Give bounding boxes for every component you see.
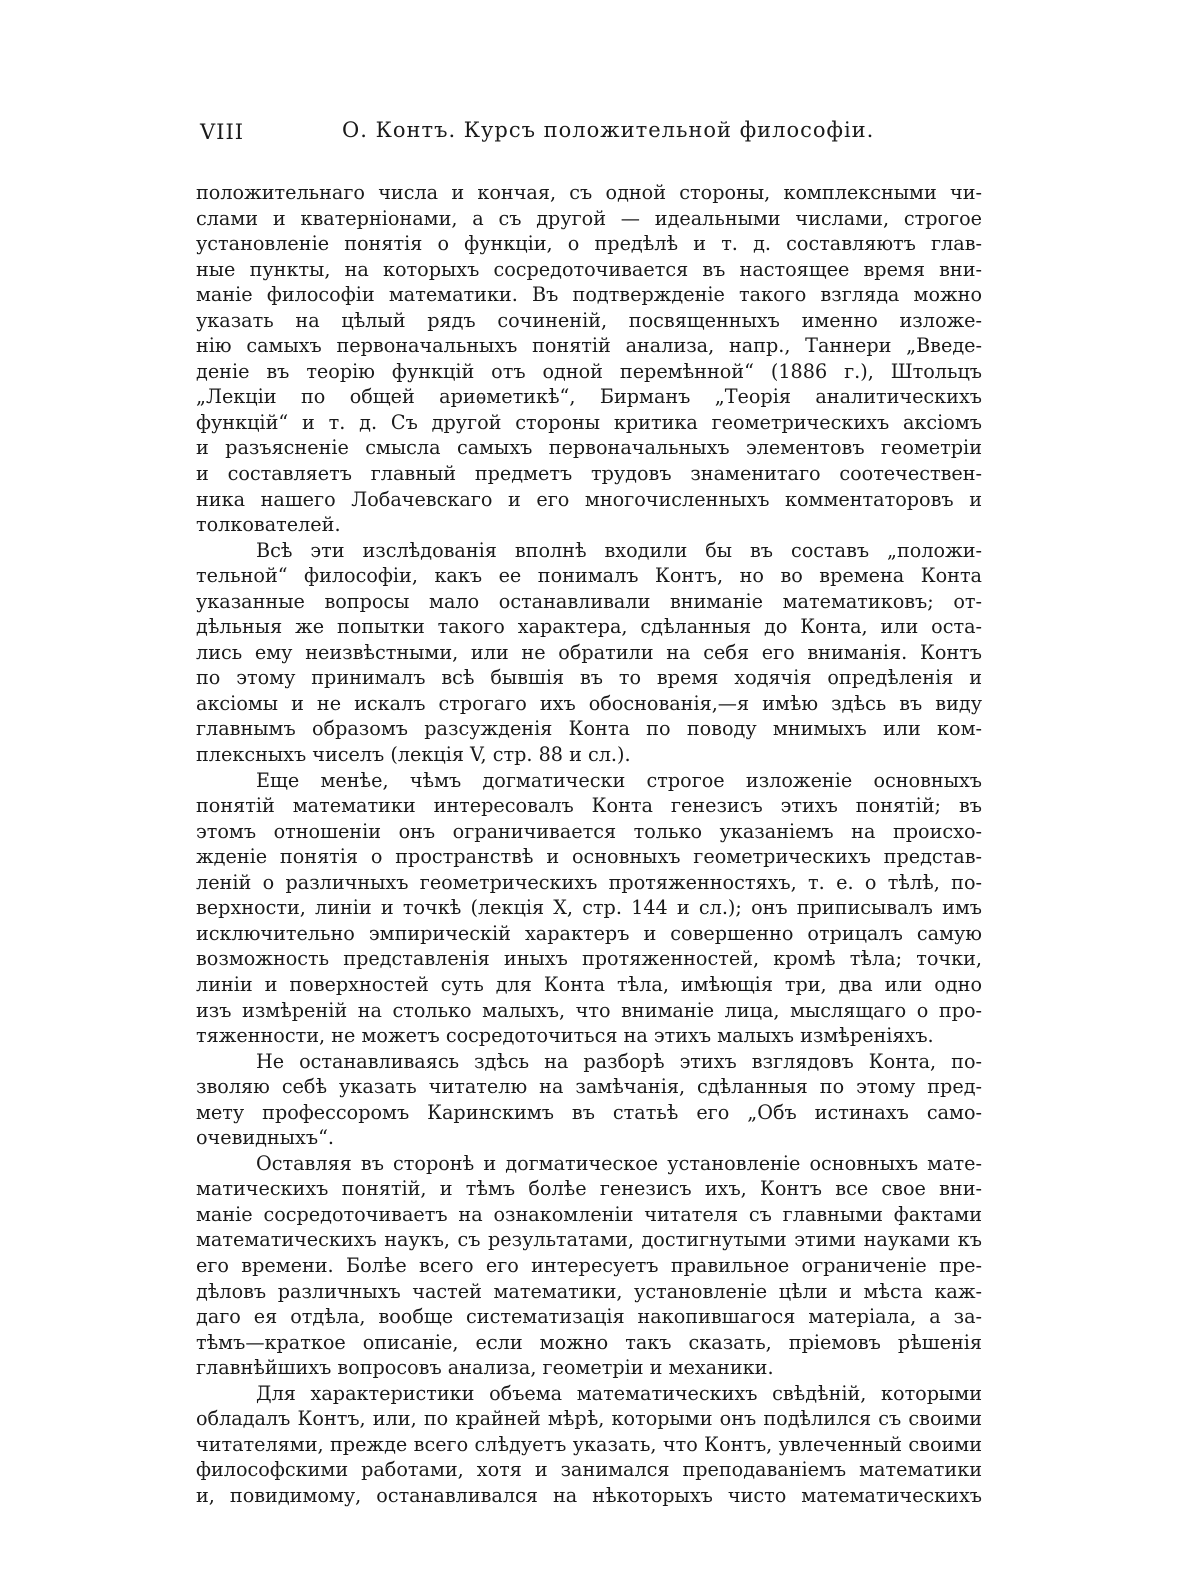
- paragraph: [196, 1049, 982, 1151]
- text-line: главнѣйшихъ вопросовъ анализа, геометріи и механики.: [196, 1356, 774, 1380]
- body-text: [196, 180, 982, 1508]
- running-head: [196, 114, 982, 150]
- text-line: читателями, прежде всего слѣдуетъ указать, что Контъ, увлеченный своими: [196, 1432, 982, 1456]
- text-line: тельной“ философіи, какъ ее понималъ Контъ, но во времена Конта: [196, 564, 982, 588]
- text-line: очевидныхъ“.: [196, 1126, 334, 1150]
- text-line: функцій“ и т. д. Съ другой стороны критика геометрическихъ аксіомъ: [196, 410, 982, 434]
- text-line: линіи и поверхностей суть для Конта тѣла, имѣющія три, два или одно: [196, 972, 982, 996]
- text-line: матическихъ понятій, и тѣмъ болѣе генезисъ ихъ, Контъ все свое вни-: [196, 1177, 982, 1201]
- text-line: Не останавливаясь здѣсь на разборѣ этихъ взглядовъ Конта, по-: [256, 1049, 982, 1073]
- page-number: VIII: [200, 120, 245, 144]
- text-line: ника нашего Лобачевскаго и его многочисленныхъ комментаторовъ и: [196, 487, 982, 511]
- text-line: плексныхъ чиселъ (лекція V, стр. 88 и сл.).: [196, 743, 631, 767]
- text-line: слами и кватерніонами, а съ другой — идеальными числами, строгое: [196, 206, 982, 230]
- text-line: Оставляя въ сторонѣ и догматическое установленіе основныхъ мате-: [256, 1151, 982, 1175]
- paragraph: [196, 538, 982, 768]
- running-title: О. Контъ. Курсъ положительной философіи.: [342, 118, 875, 142]
- text-line: этомъ отношеніи онъ ограничивается только указаніемъ на происхо-: [196, 819, 982, 843]
- paragraph: [196, 180, 982, 538]
- text-line: и составляетъ главный предметъ трудовъ знаменитаго соотечествен-: [196, 462, 982, 486]
- text-line: обладалъ Контъ, или, по крайней мѣрѣ, которыми онъ подѣлился съ своими: [196, 1407, 982, 1431]
- text-line: деніе въ теорію функцій отъ одной перемѣнной“ (1886 г.), Штольцъ: [196, 359, 982, 383]
- text-line: „Лекціи по общей ариѳметикѣ“, Бирманъ „Теорія аналитическихъ: [196, 385, 982, 409]
- text-line: дѣльныя же попытки такого характера, сдѣланныя до Конта, или оста-: [196, 615, 982, 639]
- text-line: положительнаго числа и кончая, съ одной стороны, комплексными чи-: [196, 181, 982, 204]
- text-line: аксіомы и не искалъ строгаго ихъ обоснованія,—я имѣю здѣсь въ виду: [196, 691, 982, 715]
- text-line: леній о различныхъ геометрическихъ протяженностяхъ, т. е. о тѣлѣ, по-: [196, 870, 982, 894]
- text-line: философскими работами, хотя и занимался преподаваніемъ математики: [196, 1458, 982, 1482]
- text-line: лись ему неизвѣстными, или не обратили на себя его вниманія. Контъ: [196, 640, 982, 664]
- text-line: жденіе понятія о пространствѣ и основныхъ геометрическихъ представ-: [196, 845, 982, 869]
- text-line: Для характеристики объема математическихъ свѣдѣній, которыми: [256, 1381, 982, 1405]
- text-line: даго ея отдѣла, вообще систематизація накопившагося матеріала, а за-: [196, 1305, 982, 1329]
- book-page: [196, 114, 982, 1508]
- text-line: и, повидимому, останавливался на нѣкоторыхъ чисто математическихъ: [196, 1483, 982, 1507]
- text-line: тѣмъ—краткое описаніе, если можно такъ сказать, пріемовъ рѣшенія: [196, 1330, 982, 1354]
- text-line: нію самыхъ первоначальныхъ понятій анализа, напр., Таннери „Введе-: [196, 334, 982, 358]
- text-line: изъ измѣреній на столько малыхъ, что вниманіе лица, мыслящаго о про-: [196, 998, 982, 1022]
- text-line: понятій математики интересовалъ Конта генезисъ этихъ понятій; въ: [196, 794, 982, 818]
- text-line: указать на цѣлый рядъ сочиненій, посвященныхъ именно изложе-: [196, 308, 982, 332]
- text-line: и разъясненіе смысла самыхъ первоначальныхъ элементовъ геометріи: [196, 436, 982, 460]
- text-line: дѣловъ различныхъ частей математики, установленіе цѣли и мѣста каж-: [196, 1279, 982, 1303]
- text-line: верхности, линіи и точкѣ (лекція X, стр. 144 и сл.); онъ приписывалъ имъ: [196, 896, 982, 920]
- text-line: маніе сосредоточиваетъ на ознакомленіи читателя съ главными фактами: [196, 1202, 982, 1226]
- text-line: маніе философіи математики. Въ подтвержденіе такого взгляда можно: [196, 283, 982, 307]
- paragraph: [196, 1151, 982, 1381]
- text-line: по этому принималъ всѣ бывшія въ то время ходячія опредѣленія и: [196, 666, 982, 690]
- text-line: тяженности, не можетъ сосредоточиться на этихъ малыхъ измѣреніяхъ.: [196, 1024, 934, 1048]
- text-line: Еще менѣе, чѣмъ догматически строгое изложеніе основныхъ: [256, 768, 982, 792]
- text-line: зволяю себѣ указать читателю на замѣчанія, сдѣланныя по этому пред-: [196, 1075, 982, 1099]
- text-line: мету профессоромъ Каринскимъ въ статьѣ его „Объ истинахъ само-: [196, 1100, 982, 1124]
- paragraph: [196, 768, 982, 1049]
- paragraph: [196, 1381, 982, 1509]
- text-line: его времени. Болѣе всего его интересуетъ правильное ограниченіе пре-: [196, 1253, 982, 1277]
- text-line: исключительно эмпирическій характеръ и совершенно отрицалъ самую: [196, 921, 982, 945]
- text-line: главнымъ образомъ разсужденія Конта по поводу мнимыхъ или ком-: [196, 717, 982, 741]
- text-line: ные пункты, на которыхъ сосредоточивается въ настоящее время вни-: [196, 257, 982, 281]
- text-line: толкователей.: [196, 513, 341, 537]
- text-line: математическихъ наукъ, съ результатами, достигнутыми этими науками къ: [196, 1228, 982, 1252]
- text-line: Всѣ эти изслѣдованія вполнѣ входили бы въ составъ „положи-: [256, 538, 982, 562]
- text-line: возможность представленія иныхъ протяженностей, кромѣ тѣла; точки,: [196, 947, 982, 971]
- text-line: указанные вопросы мало останавливали вниманіе математиковъ; от-: [196, 589, 982, 613]
- text-line: установленіе понятія о функціи, о предѣлѣ и т. д. составляютъ глав-: [196, 232, 982, 256]
